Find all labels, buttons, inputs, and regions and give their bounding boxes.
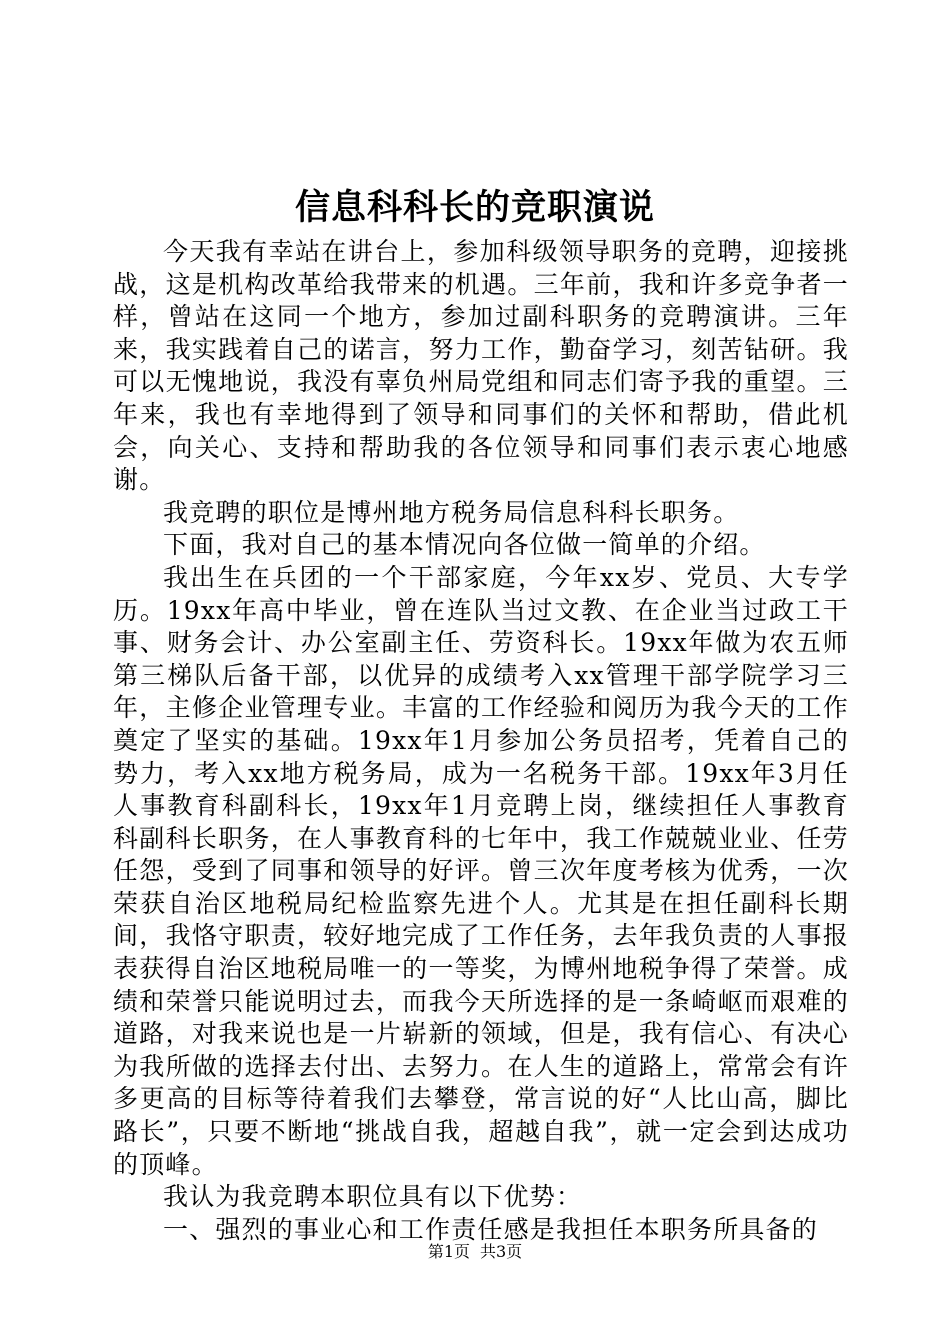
paragraph: 我竞聘的职位是博州地方税务局信息科科长职务。 — [163, 497, 740, 527]
paragraph: 我认为我竞聘本职位具有以下优势： — [163, 1182, 583, 1212]
page-total: 共3页 — [480, 1242, 523, 1261]
page-number: 第1页 — [427, 1242, 470, 1261]
page-footer — [0, 1240, 950, 1264]
paragraph: 一、强烈的事业心和工作责任感是我担任本职务所具备的 — [163, 1214, 819, 1244]
paragraph: 下面，我对自己的基本情况向各位做一简单的介绍。 — [163, 530, 766, 560]
document-title: 信息科科长的竞职演说 — [294, 188, 655, 228]
document-body — [113, 236, 849, 1246]
paragraph: 今天我有幸站在讲台上，参加科级领导职务的竞聘，迎接挑战，这是机构改革给我带来的机遇。三年前，我和许多竞争者一样，曾站在这同一个地方，参加过副科职务的竞聘演讲。三年来，我实践着自己的诺言，努力工作，勤奋学习，刻苦钻研。我可以无愧地说，我没有辜负州局党组和同志们寄予我的重望。三年来，我也有幸地得到了领导和同事们的关怀和帮助，借此机会，向关心、支持和帮助我的各位领导和同事们表示衷心地感谢。 — [113, 237, 849, 495]
paragraph: 我出生在兵团的一个干部家庭，今年xx岁、党员、大专学历。19xx年高中毕业，曾在连队当过文教、在企业当过政工干事、财务会计、办公室副主任、劳资科长。19xx年做为农五师第三梯队后备干部，以优异的成绩考入xx管理干部学院学习三年，主修企业管理专业。丰富的工作经验和阅历为我今天的工作奠定了坚实的基础。19xx年1月参加公务员招考，凭着自己的势力，考入xx地方税务局，成为一名税务干部。19xx年3月任人事教育科副科长，19xx年1月竞聘上岗，继续担任人事教育科副科长职务，在人事教育科的七年中，我工作兢兢业业、任劳任怨，受到了同事和领导的好评。曾三次年度考核为优秀，一次荣获自治区地税局纪检监察先进个人。尤其是在担任副科长期间，我恪守职责，较好地完成了工作任务，去年我负责的人事报表获得自治区地税局唯一的一等奖，为博州地税争得了荣誉。成绩和荣誉只能说明过去，而我今天所选择的是一条崎岖而艰难的道路，对我来说也是一片崭新的领域，但是，我有信心、有决心为我所做的选择去付出、去努力。在人生的道路上，常常会有许多更高的目标等待着我们去攀登，常言说的好“人比山高，脚比路长”，只要不断地“挑战自我，超越自我”，就一定会到达成功的顶峰。 — [113, 562, 849, 1179]
